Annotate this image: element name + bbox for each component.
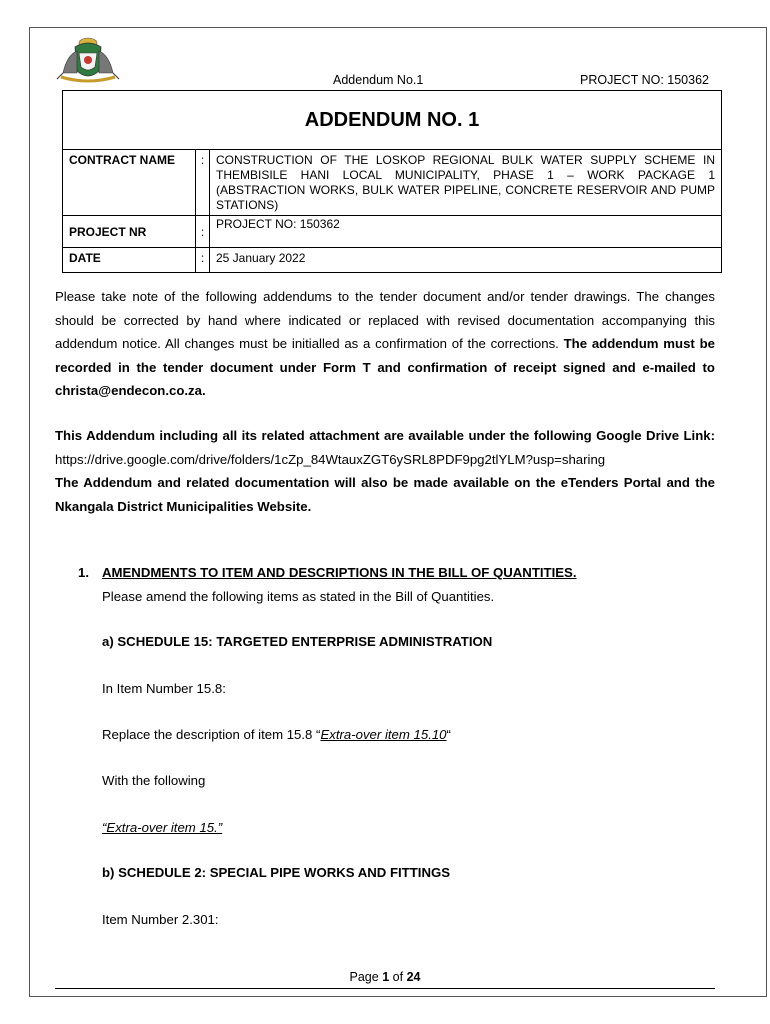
schedule-2-heading: b) SCHEDULE 2: SPECIAL PIPE WORKS AND FITTINGS (102, 865, 451, 880)
intro-paragraph (55, 285, 715, 403)
header-addendum-label: Addendum No.1 (333, 73, 424, 87)
page-footer (0, 970, 770, 984)
colon-separator: : (196, 248, 210, 273)
replace-suffix: “ (446, 727, 451, 742)
date-label: DATE (63, 248, 196, 273)
date-value: 25 January 2022 (210, 248, 722, 273)
addendum-info-table (62, 90, 722, 273)
page-total: 24 (406, 970, 421, 984)
item-2-301-label: Item Number 2.301: (102, 912, 219, 927)
section-number: 1. (78, 565, 89, 580)
schedule-15-heading: a) SCHEDULE 15: TARGETED ENTERPRISE ADMINISTRATION (102, 634, 493, 649)
replace-prefix: Replace the description of item 15.8 “ (102, 727, 321, 742)
project-nr-value: PROJECT NO: 150362 (210, 216, 722, 248)
page-number: 1 (382, 970, 390, 984)
of-word: of (392, 970, 404, 984)
section-intro: Please amend the following items as stated in the Bill of Quantities. (102, 589, 495, 604)
with-following-line: With the following (102, 773, 206, 788)
item-15-8-label: In Item Number 15.8: (102, 681, 226, 696)
municipality-crest-logo (55, 33, 121, 85)
new-description-text: “Extra-over item 15.” (102, 820, 223, 835)
drive-intro-text: This Addendum including all its related attachment are available under the following Google Drive Link: (55, 428, 715, 443)
replace-description-line (102, 727, 451, 742)
footer-rule (55, 988, 715, 989)
colon-separator: : (196, 216, 210, 248)
section-heading: AMENDMENTS TO ITEM AND DESCRIPTIONS IN THE BILL OF QUANTITIES. (102, 565, 577, 580)
colon-separator: : (196, 150, 210, 216)
project-nr-label: PROJECT NR (63, 216, 196, 248)
header-project-number: PROJECT NO: 150362 (580, 73, 709, 87)
contract-name-value: CONSTRUCTION OF THE LOSKOP REGIONAL BULK WATER SUPPLY SCHEME IN THEMBISILE HANI LOCAL MUNICIPALITY, PHASE 1 – WORK PACKAGE 1 (ABSTRACTION WORKS, BULK WATER PIPELINE, CONCRETE RESERVOIR AND PUMP STATIONS) (210, 150, 722, 216)
intro-bold-instruction: The addendum must be recorded in the tender document under Form T and confirmation of receipt signed and e-mailed to christa@endecon.co.za. (55, 336, 715, 398)
etenders-notice: The Addendum and related documentation will also be made available on the eTenders Portal and the Nkangala District Municipalities Website. (55, 475, 715, 514)
contract-name-label: CONTRACT NAME (63, 150, 196, 216)
google-drive-link[interactable]: https://drive.google.com/drive/folders/1cZp_84WtauxZGT6ySRL8PDF9pg2tlYLM?usp=sharing (55, 451, 606, 467)
page-word: Page (349, 970, 379, 984)
document-title: ADDENDUM NO. 1 (63, 91, 722, 150)
drive-paragraph (55, 424, 715, 518)
replace-old-text: Extra-over item 15.10 (320, 727, 447, 742)
intro-text: Please take note of the following addendums to the tender document and/or tender drawings. The changes should be corrected by hand where indicated or replaced with revised documentation accompanying this addendum notice. All changes must be initialled as a confirmation of the corrections. (55, 289, 715, 351)
